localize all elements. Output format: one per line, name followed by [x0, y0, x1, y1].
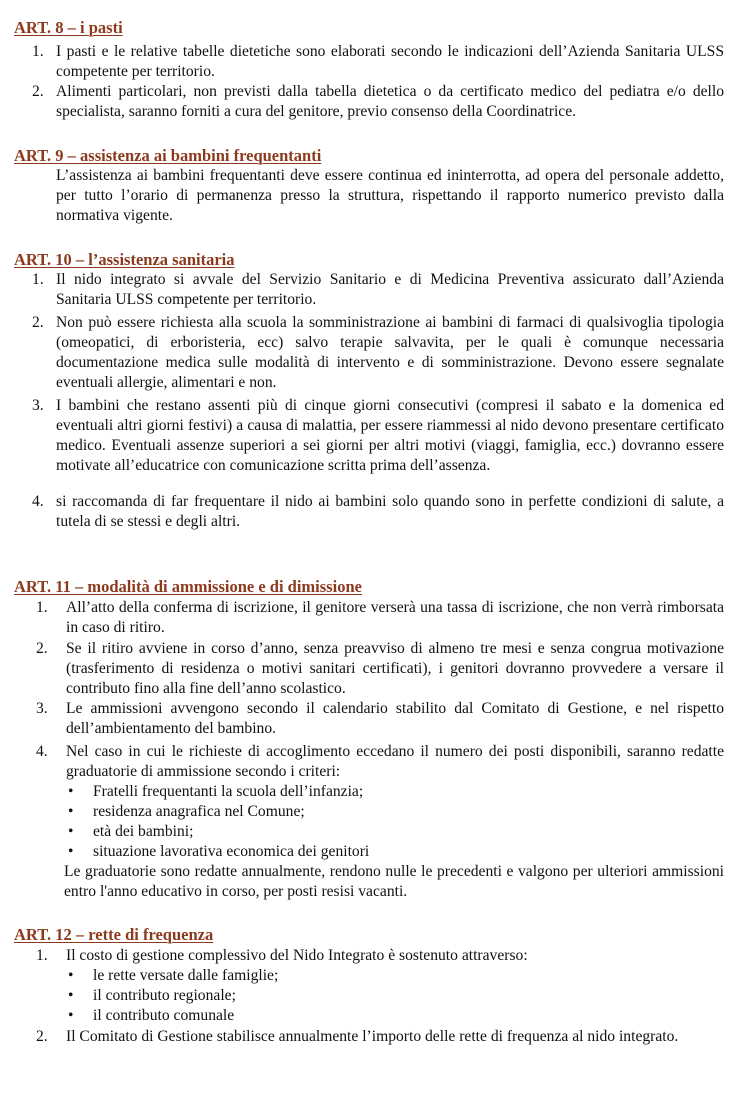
list-item — [36, 946, 724, 966]
item-text: Il Comitato di Gestione stabilisce annualmente l’importo delle rette di frequenza al nido integrato. — [66, 1028, 679, 1045]
item-number: 4. — [36, 743, 48, 760]
list-item: • situazione lavorativa economica dei genitori — [68, 843, 370, 860]
bullet-icon: • — [68, 967, 74, 984]
item-text: si raccomanda di far frequentare il nido ai bambini solo quando sono in perfette condizioni di salute, a tutela di se stessi e degli altri. — [56, 493, 724, 530]
item-text: Se il ritiro avviene in corso d’anno, senza preavviso di almeno tre mesi e senza congrua motivazione (trasferimento di residenza o motivi sanitari certificati), i genitori dovranno provvedere a versare il contributo fino alla fine dell’anno scolastico. — [66, 640, 724, 697]
item-number: 3. — [32, 397, 44, 414]
article-11-heading: ART. 11 – modalità di ammissione e di dimissione — [14, 577, 362, 596]
list-item — [32, 313, 724, 393]
item-number: 2. — [36, 640, 48, 657]
item-text: Alimenti particolari, non previsti dalla tabella dietetica o da certificato medico del pediatra e/o dello specialista, saranno forniti a cura del genitore, previo consenso della Coordinatrice. — [56, 83, 724, 120]
list-item — [32, 396, 724, 476]
item-text: Non può essere richiesta alla scuola la somministrazione ai bambini di farmaci di qualsivoglia tipologia (omeopatici, di erboristeria, ecc) salvo terapie salvavita, per le quali è comunque necessaria documentazione medica sulle modalità di intervento e di somministrazione. Devono essere segnalate eventuali allergie, alimentari e non. — [56, 314, 724, 391]
item-number: 4. — [32, 493, 44, 510]
list-item: • residenza anagrafica nel Comune; — [68, 803, 305, 820]
item-number: 1. — [32, 43, 44, 60]
article-8-heading: ART. 8 – i pasti — [14, 18, 123, 37]
bullet-icon: • — [68, 803, 74, 820]
item-text: I bambini che restano assenti più di cinque giorni consecutivi (compresi il sabato e la domenica ed eventuali altri giorni festivi) a causa di malattia, per essere riammessi al nido devono presentare certificato medico. Eventuali assenze superiori a sei giorni per altri motivi (viaggi, famiglia, ecc.) dovranno essere motivate all’educatrice con comunicazione scritta prima dell’assenza. — [56, 397, 724, 474]
list-item — [32, 82, 724, 122]
funding-sources-list — [68, 966, 668, 1026]
item-text: Il nido integrato si avvale del Servizio Sanitario e di Medicina Preventiva assicurato dall’Azienda Sanitaria ULSS competente per territorio. — [56, 271, 724, 308]
list-item — [32, 492, 724, 532]
item-number: 1. — [36, 599, 48, 616]
article-10-heading: ART. 10 – l’assistenza sanitaria — [14, 250, 235, 269]
admission-criteria-list — [68, 782, 668, 862]
list-item: • età dei bambini; — [68, 823, 194, 840]
bullet-icon: • — [68, 783, 74, 800]
item-number: 2. — [32, 314, 44, 331]
item-number: 3. — [36, 700, 48, 717]
article-9-text: L’assistenza ai bambini frequentanti deve essere continua ed ininterrotta, ad opera del personale addetto, per tutto l’orario di permanenza presso la struttura, rispettando il rapporto numerico previsto dalla normativa vigente. — [56, 167, 724, 224]
list-item: • le rette versate dalle famiglie; — [68, 967, 279, 984]
item-text: Le ammissioni avvengono secondo il calendario stabilito dal Comitato di Gestione, e nel rispetto dell’ambientamento del bambino. — [66, 700, 724, 737]
list-item — [36, 699, 724, 739]
list-item — [36, 598, 724, 638]
bullet-icon: • — [68, 1007, 74, 1024]
item-number: 2. — [36, 1028, 48, 1045]
item-text: Il costo di gestione complessivo del Nido Integrato è sostenuto attraverso: — [66, 947, 528, 964]
item-text: Nel caso in cui le richieste di accoglimento eccedano il numero dei posti disponibili, saranno redatte graduatorie di ammissione secondo i criteri: — [66, 743, 724, 780]
article-11-closing: Le graduatorie sono redatte annualmente, rendono nulle le precedenti e valgono per ulteriori ammissioni entro l'anno educativo in corso, per posti resisi vacanti. — [64, 863, 724, 900]
list-item — [36, 639, 724, 699]
bullet-icon: • — [68, 843, 74, 860]
list-item — [36, 742, 724, 782]
list-item — [32, 42, 724, 82]
item-text: All’atto della conferma di iscrizione, il genitore verserà una tassa di iscrizione, che non verrà rimborsata in caso di ritiro. — [66, 599, 724, 636]
list-item — [36, 1027, 724, 1047]
list-item: • Fratelli frequentanti la scuola dell’infanzia; — [68, 783, 364, 800]
list-item: • il contributo comunale — [68, 1007, 235, 1024]
article-12-heading: ART. 12 – rette di frequenza — [14, 925, 214, 944]
item-number: 2. — [32, 83, 44, 100]
list-item — [32, 270, 724, 310]
item-text: I pasti e le relative tabelle dietetiche sono elaborati secondo le indicazioni dell’Azienda Sanitaria ULSS competente per territorio. — [56, 43, 724, 80]
article-9-heading: ART. 9 – assistenza ai bambini frequentanti — [14, 146, 322, 165]
list-item: • il contributo regionale; — [68, 987, 236, 1004]
bullet-icon: • — [68, 823, 74, 840]
item-number: 1. — [32, 271, 44, 288]
bullet-icon: • — [68, 987, 74, 1004]
item-number: 1. — [36, 947, 48, 964]
